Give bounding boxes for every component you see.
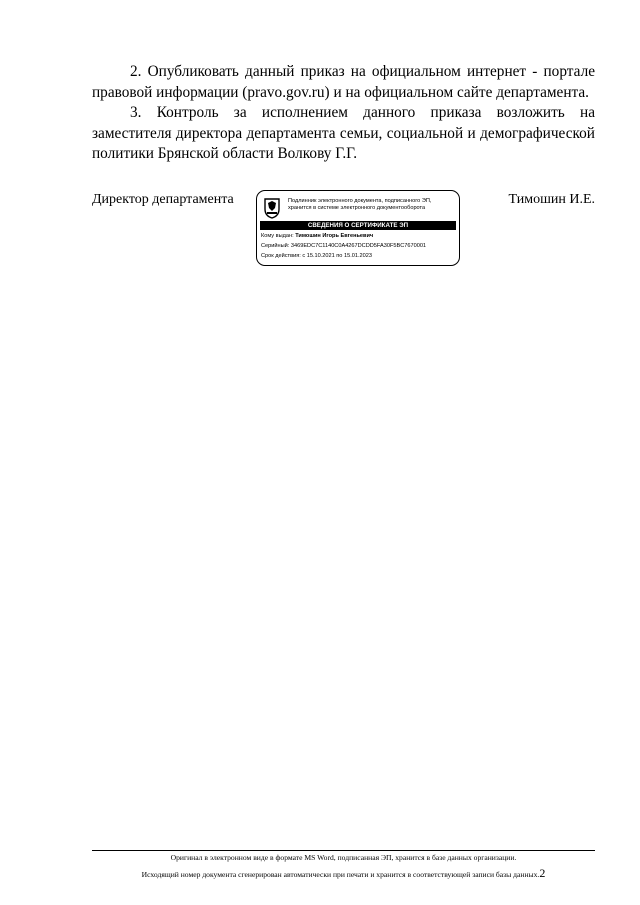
serial-label: Серийный: bbox=[261, 243, 290, 249]
electronic-signature-stamp bbox=[256, 190, 460, 266]
stamp-validity bbox=[261, 253, 457, 260]
signatory-position: Директор департамента bbox=[92, 192, 234, 207]
paragraph-2: 2. Опубликовать данный приказ на официальном интернет - портале правовой информации (pravo.gov.ru) и на официальном сайте департамента. bbox=[92, 63, 595, 101]
document-body bbox=[92, 62, 595, 165]
stamp-serial bbox=[261, 243, 457, 250]
validity-value: с 15.10.2021 по 15.01.2023 bbox=[302, 253, 372, 259]
stamp-title: СВЕДЕНИЯ О СЕРТИФИКАТЕ ЭП bbox=[260, 221, 456, 230]
footer-divider bbox=[92, 850, 595, 851]
page-number: 2 bbox=[539, 866, 546, 880]
paragraph-3: 3. Контроль за исполнением данного приказа возложить на заместителя директора департамента семьи, социальной и демографической политики Брянской области Волкову Г.Г. bbox=[92, 104, 595, 162]
footer-note-original: Оригинал в электронном виде в формате MS Word, подписанная ЭП, хранится в базе данных организации. bbox=[170, 853, 517, 862]
coat-of-arms-icon bbox=[263, 197, 281, 219]
serial-value: 3469EDC7C1140C0A4267DCDD5FA30F5BC7670001 bbox=[290, 243, 427, 249]
issued-to-value: Тимошин Игорь Евгеньевич bbox=[295, 233, 374, 239]
stamp-header-text: Подлинник электронного документа, подписанного ЭП, хранится в системе электронного документооборота bbox=[288, 198, 432, 212]
footer-note-number-text: Исходящий номер документа сгенерирован автоматически при печати и хранится в соответствующей записи базы данных. bbox=[141, 870, 540, 879]
stamp-issued-to bbox=[261, 233, 457, 240]
issued-to-label: Кому выдан: bbox=[261, 233, 294, 239]
validity-label: Срок действия: bbox=[261, 253, 301, 259]
footer-note-number bbox=[92, 866, 595, 881]
signatory-name: Тимошин И.Е. bbox=[508, 192, 595, 207]
